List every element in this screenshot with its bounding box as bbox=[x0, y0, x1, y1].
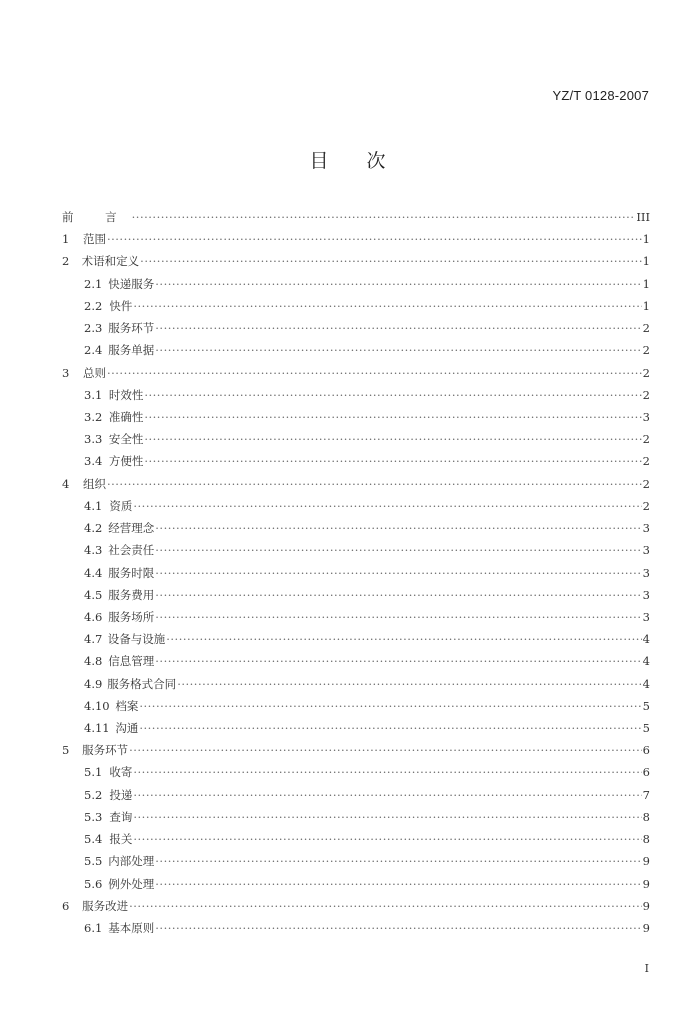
toc-entry[interactable] bbox=[62, 784, 650, 806]
toc-entry-label: 安全性 bbox=[108, 432, 144, 447]
toc-entry[interactable] bbox=[62, 495, 650, 517]
toc-leader-dots bbox=[133, 806, 641, 828]
toc-leader-dots bbox=[155, 562, 641, 584]
toc-entry-label: 服务费用 bbox=[108, 587, 155, 602]
toc-entry-page: 2 bbox=[642, 454, 650, 469]
toc-entry-number: 2.1 bbox=[84, 276, 103, 291]
toc-entry-number: 4.6 bbox=[84, 609, 103, 624]
toc-entry-label: 信息管理 bbox=[108, 654, 155, 669]
toc-entry[interactable] bbox=[62, 317, 650, 339]
toc-leader-dots bbox=[144, 428, 641, 450]
toc-entry-number: 4.1 bbox=[84, 498, 103, 513]
toc-leader-dots bbox=[155, 606, 641, 628]
toc-entry-page: 3 bbox=[642, 565, 650, 580]
toc-entry-label: 报关 bbox=[109, 832, 133, 847]
toc-leader-dots bbox=[133, 784, 641, 806]
toc-entry-number: 5.5 bbox=[84, 854, 103, 869]
toc-entry-page: 3 bbox=[642, 543, 650, 558]
toc-entry-number: 4.3 bbox=[84, 543, 103, 558]
toc-entry-page: 3 bbox=[642, 587, 650, 602]
toc-entry[interactable] bbox=[62, 406, 650, 428]
toc-leader-dots bbox=[166, 628, 641, 650]
toc-entry[interactable] bbox=[62, 606, 650, 628]
toc-entry-number: 5.4 bbox=[84, 832, 103, 847]
toc-leader-dots bbox=[132, 206, 636, 228]
toc-entry-page: 8 bbox=[642, 809, 650, 824]
toc-entry[interactable] bbox=[62, 473, 650, 495]
toc-entry-number: 2.2 bbox=[84, 298, 103, 313]
table-of-contents bbox=[62, 206, 650, 939]
toc-entry-label: 范围 bbox=[82, 232, 106, 247]
toc-entry-number: 5.2 bbox=[84, 787, 103, 802]
toc-entry[interactable] bbox=[62, 428, 650, 450]
toc-leader-dots bbox=[140, 250, 642, 272]
toc-entry-label: 服务环节 bbox=[82, 743, 129, 758]
toc-leader-dots bbox=[144, 384, 641, 406]
toc-entry-number: 5 bbox=[62, 743, 70, 758]
toc-entry-number: 5.3 bbox=[84, 809, 103, 824]
toc-entry-page: 1 bbox=[642, 276, 650, 291]
toc-entry-label: 沟通 bbox=[115, 721, 139, 736]
toc-entry-label: 总则 bbox=[82, 365, 106, 380]
toc-entry-label: 档案 bbox=[115, 698, 139, 713]
toc-entry[interactable] bbox=[62, 895, 650, 917]
toc-leader-dots bbox=[155, 650, 641, 672]
toc-entry-label: 经营理念 bbox=[108, 521, 155, 536]
toc-entry-page: 4 bbox=[642, 654, 650, 669]
toc-entry-page: 8 bbox=[642, 832, 650, 847]
toc-entry-label: 服务格式合同 bbox=[107, 676, 177, 691]
toc-leader-dots bbox=[139, 717, 641, 739]
toc-entry-label: 术语和定义 bbox=[81, 254, 140, 269]
toc-leader-dots bbox=[139, 695, 641, 717]
toc-entry[interactable] bbox=[62, 517, 650, 539]
toc-entry-number: 5.1 bbox=[84, 765, 103, 780]
toc-entry-page: 9 bbox=[642, 921, 650, 935]
toc-leader-dots bbox=[133, 761, 641, 783]
toc-entry[interactable] bbox=[62, 673, 650, 695]
toc-entry[interactable] bbox=[62, 917, 650, 939]
toc-entry-page: 9 bbox=[642, 876, 650, 891]
toc-leader-dots bbox=[155, 517, 641, 539]
toc-entry-page: 2 bbox=[642, 387, 650, 402]
toc-leader-dots bbox=[155, 584, 641, 606]
toc-entry-label: 服务时限 bbox=[108, 565, 155, 580]
toc-entry[interactable] bbox=[62, 339, 650, 361]
toc-entry-page: 2 bbox=[642, 476, 650, 491]
toc-entry[interactable] bbox=[62, 873, 650, 895]
page-number: I bbox=[644, 962, 649, 975]
toc-entry-label: 设备与设施 bbox=[107, 632, 166, 647]
toc-entry-number: 4.10 bbox=[84, 698, 110, 713]
toc-entry[interactable] bbox=[62, 850, 650, 872]
toc-entry-label: 社会责任 bbox=[108, 543, 155, 558]
toc-entry-label: 内部处理 bbox=[108, 854, 155, 869]
toc-entry-page: III bbox=[636, 210, 650, 224]
toc-entry[interactable] bbox=[62, 562, 650, 584]
toc-entry-page: 6 bbox=[642, 743, 650, 758]
toc-entry-number: 2.3 bbox=[84, 321, 103, 336]
toc-entry-number: 2 bbox=[62, 254, 70, 269]
toc-leader-dots bbox=[129, 895, 642, 917]
toc-entry-page: 3 bbox=[642, 521, 650, 536]
toc-entry[interactable] bbox=[62, 695, 650, 717]
toc-entry[interactable] bbox=[62, 228, 650, 250]
toc-leader-dots bbox=[155, 273, 641, 295]
toc-entry-number: 3.1 bbox=[84, 387, 103, 402]
toc-entry-page: 3 bbox=[642, 609, 650, 624]
toc-leader-dots bbox=[129, 739, 642, 761]
toc-entry-page: 3 bbox=[642, 409, 650, 424]
toc-leader-dots bbox=[144, 450, 641, 472]
toc-entry[interactable] bbox=[62, 362, 650, 384]
toc-leader-dots bbox=[155, 539, 641, 561]
toc-leader-dots bbox=[144, 406, 641, 428]
toc-entry[interactable] bbox=[62, 717, 650, 739]
toc-entry-label: 服务环节 bbox=[108, 321, 155, 336]
toc-entry-page: 4 bbox=[642, 676, 650, 691]
toc-entry-label: 服务改进 bbox=[82, 898, 129, 913]
toc-entry[interactable] bbox=[62, 206, 650, 228]
toc-entry[interactable] bbox=[62, 628, 650, 650]
toc-entry-page: 2 bbox=[642, 321, 650, 336]
toc-entry-label: 方便性 bbox=[108, 454, 144, 469]
toc-entry-number: 4.4 bbox=[84, 565, 103, 580]
toc-entry[interactable] bbox=[62, 450, 650, 472]
toc-entry-label: 服务场所 bbox=[108, 609, 155, 624]
toc-entry-label: 服务单据 bbox=[108, 343, 155, 358]
toc-entry[interactable] bbox=[62, 250, 650, 272]
toc-entry[interactable] bbox=[62, 650, 650, 672]
standard-code: YZ/T 0128-2007 bbox=[552, 88, 649, 103]
toc-leader-dots bbox=[133, 295, 641, 317]
toc-entry-number: 6.1 bbox=[84, 921, 103, 935]
toc-entry-number: 3.3 bbox=[84, 432, 103, 447]
toc-entry-number: 4.8 bbox=[84, 654, 103, 669]
toc-leader-dots bbox=[133, 828, 641, 850]
toc-entry-number: 1 bbox=[62, 232, 70, 247]
toc-leader-dots bbox=[133, 495, 641, 517]
toc-entry-number: 4.9 bbox=[84, 676, 103, 691]
toc-entry-label: 准确性 bbox=[108, 409, 144, 424]
toc-entry-label: 投递 bbox=[109, 787, 133, 802]
toc-entry-label: 例外处理 bbox=[108, 876, 155, 891]
toc-leader-dots bbox=[177, 673, 641, 695]
toc-entry-number: 4.11 bbox=[84, 721, 110, 736]
toc-entry-page: 1 bbox=[642, 232, 650, 247]
toc-entry-number: 4.5 bbox=[84, 587, 103, 602]
toc-entry-number: 3 bbox=[62, 365, 70, 380]
toc-entry-page: 9 bbox=[642, 898, 650, 913]
page-title: 目次 bbox=[309, 150, 424, 172]
toc-entry-label: 基本原则 bbox=[108, 921, 155, 935]
toc-entry-page: 2 bbox=[642, 343, 650, 358]
toc-entry-page: 7 bbox=[642, 787, 650, 802]
toc-entry-number: 4.7 bbox=[84, 632, 103, 647]
toc-entry-page: 2 bbox=[642, 498, 650, 513]
toc-entry[interactable] bbox=[62, 384, 650, 406]
toc-leader-dots bbox=[107, 228, 642, 250]
toc-leader-dots bbox=[155, 339, 641, 361]
toc-entry-label: 时效性 bbox=[108, 387, 144, 402]
toc-entry-number: 5.6 bbox=[84, 876, 103, 891]
toc-entry-label: 资质 bbox=[109, 498, 133, 513]
toc-entry-page: 2 bbox=[642, 365, 650, 380]
toc-entry[interactable] bbox=[62, 806, 650, 828]
toc-entry[interactable] bbox=[62, 828, 650, 850]
toc-leader-dots bbox=[155, 917, 641, 939]
toc-leader-dots bbox=[155, 850, 641, 872]
toc-leader-dots bbox=[155, 317, 641, 339]
toc-entry-label: 查询 bbox=[109, 809, 133, 824]
toc-entry-page: 6 bbox=[642, 765, 650, 780]
toc-entry[interactable] bbox=[62, 539, 650, 561]
toc-entry-page: 5 bbox=[642, 698, 650, 713]
toc-entry-number: 4 bbox=[62, 476, 70, 491]
toc-entry-page: 1 bbox=[642, 254, 650, 269]
toc-entry-label: 收寄 bbox=[109, 765, 133, 780]
toc-entry-label: 前 言 bbox=[62, 210, 131, 224]
toc-entry-label: 组织 bbox=[82, 476, 106, 491]
toc-entry-page: 4 bbox=[642, 632, 650, 647]
toc-leader-dots bbox=[107, 473, 642, 495]
toc-entry[interactable] bbox=[62, 739, 650, 761]
toc-entry-page: 9 bbox=[642, 854, 650, 869]
toc-entry[interactable] bbox=[62, 584, 650, 606]
toc-entry-page: 1 bbox=[642, 298, 650, 313]
toc-leader-dots bbox=[107, 362, 642, 384]
toc-entry-page: 5 bbox=[642, 721, 650, 736]
toc-entry-page: 2 bbox=[642, 432, 650, 447]
toc-leader-dots bbox=[155, 873, 641, 895]
toc-entry[interactable] bbox=[62, 295, 650, 317]
toc-entry-number: 6 bbox=[62, 898, 70, 913]
toc-entry[interactable] bbox=[62, 761, 650, 783]
toc-entry-number: 2.4 bbox=[84, 343, 103, 358]
toc-entry-label: 快件 bbox=[109, 298, 133, 313]
toc-entry[interactable] bbox=[62, 273, 650, 295]
toc-entry-number: 3.2 bbox=[84, 409, 103, 424]
toc-entry-label: 快递服务 bbox=[108, 276, 155, 291]
toc-entry-number: 3.4 bbox=[84, 454, 103, 469]
toc-entry-number: 4.2 bbox=[84, 521, 103, 536]
